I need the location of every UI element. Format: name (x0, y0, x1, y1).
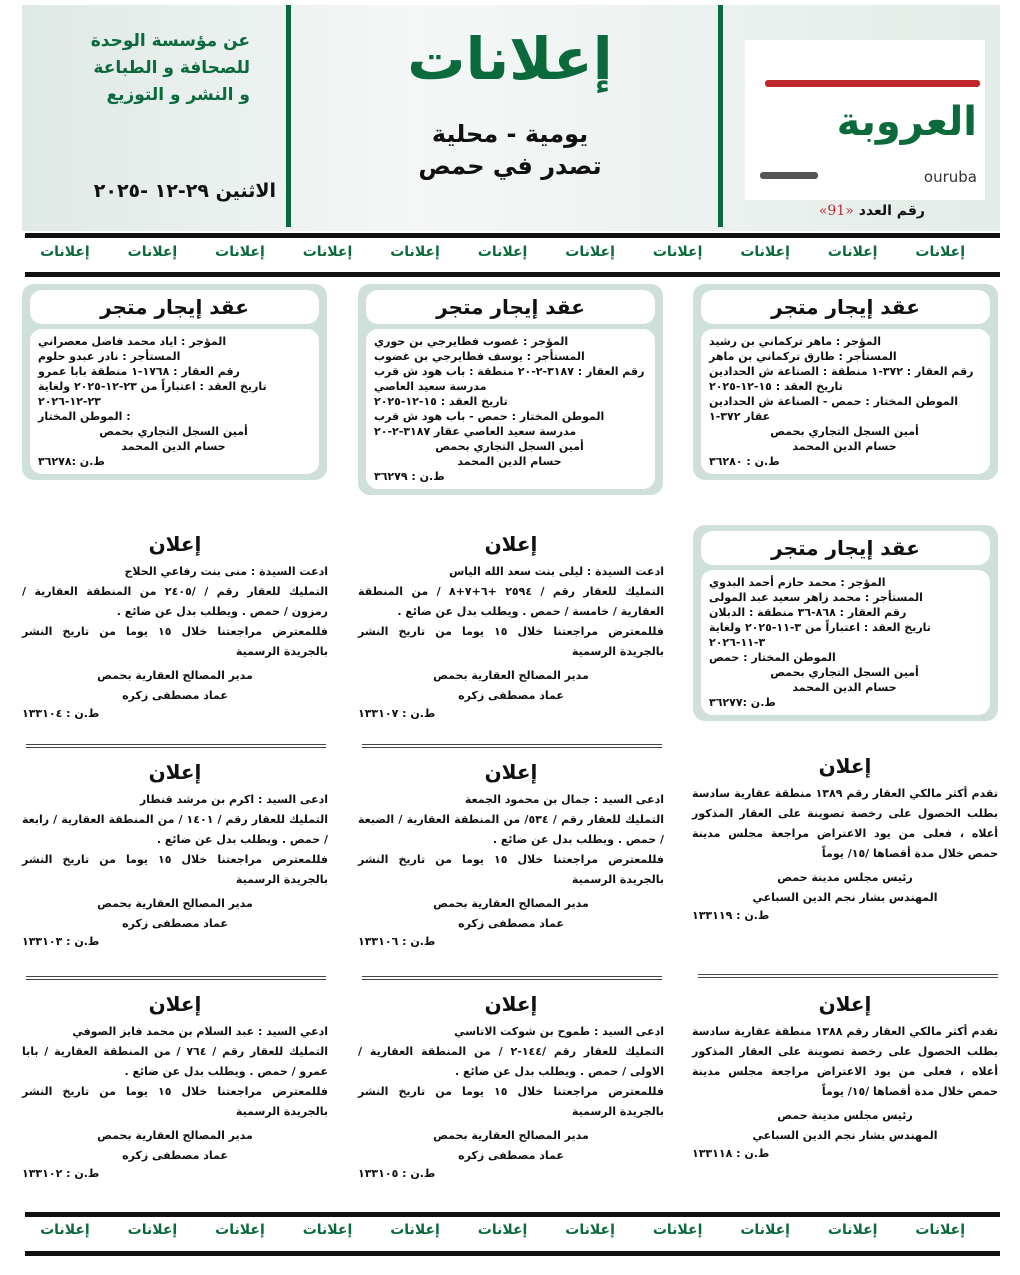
announcement-text: فللمعترض مراجعتنا خلال ١٥ يوما من تاريخ النشر بالجريدة الرسمية (22, 625, 329, 658)
reference-number: ط.ن : ١٣٣١٠٥ (358, 1167, 436, 1180)
divider (286, 5, 291, 227)
notice-line: رقم العقار : ٣٧٢-١ منطقة : الصناعة ش الحدادين (709, 365, 974, 378)
notice-line: الموطن المختار : حمص - الصناعة ش الحدادين عقار ٣٧٢-١ (709, 395, 959, 423)
announcement (692, 752, 998, 923)
announcement-text: فللمعترض مراجعتنا خلال ١٥ يوما من تاريخ النشر بالجريدة الرسمية (358, 625, 665, 658)
signature-line: مدير المصالح العقارية بحمص (433, 1129, 589, 1142)
subtitle-daily: يومية - محلية (431, 120, 589, 148)
logo-latin: ouruba (923, 168, 977, 186)
signature-line: أمين السجل التجاري بحمص (435, 440, 584, 453)
announcement-text: ادعى السيد : طموح بن شوكت الاتاسي (454, 1025, 664, 1038)
announcement-text: التمليك للعقار رقم /١٤٤-٢ / من المنطقة العقارية / الاولى / حمص . ويطلب بدل عن ضائع . (358, 1045, 664, 1078)
strip-label: إعلانات (390, 244, 440, 260)
announcement-text: ادعت السيدة : منى بنت رفاعي الحلاج (124, 565, 328, 578)
signature-line: مدير المصالح العقارية بحمص (97, 897, 253, 910)
signature-line: حسام الدين المحمد (121, 440, 226, 453)
announcement-title: إعلان (818, 754, 872, 778)
notice-body (366, 329, 655, 489)
notice-line: المؤجر : محمد حازم أحمد البدوي (709, 576, 886, 589)
strip-label: إعلانات (565, 244, 615, 260)
announcement-text: التمليك للعقار رقم / ٧٦٤ / من المنطقة العقارية / بابا عمرو / حمص . ويطلب بدل عن ضائع . (22, 1045, 328, 1078)
signature-line: المهندس بشار نجم الدين السباعي (752, 891, 938, 904)
announcement (22, 990, 328, 1181)
signature-line: عماد مصطفى زكره (122, 689, 228, 702)
reference-number: ط.ن : ١٣٣١١٨ (692, 1147, 770, 1160)
logo-text: العروبة (836, 99, 977, 145)
announcement (358, 758, 664, 949)
announcement-text: التمليك للعقار رقم / ٥٣٤/ من المنطقة العقارية / الضبعة / حمص . ويطلب بدل عن ضائع . (358, 813, 664, 846)
signature-line: أمين السجل التجاري بحمص (770, 425, 919, 438)
strip-label: إعلانات (302, 1222, 353, 1238)
strip-label: إعلانات (127, 244, 178, 260)
page-title: إعلانات (407, 25, 613, 93)
reference-number: ط.ن : ١٣٣١٠٢ (22, 1167, 100, 1180)
contract-notice (22, 284, 327, 480)
notice-title: عقد إيجار متجر (701, 531, 990, 565)
announcement-text: ادعى السيد : جمال بن محمود الجمعة (464, 793, 664, 806)
contract-notice (693, 284, 998, 480)
notice-line: رقم العقار : ١٧٦٨-١ منطقة بابا عمرو (38, 365, 240, 378)
strip-label: إعلانات (740, 1222, 790, 1238)
subtitle-city: تصدر في حمص (418, 152, 602, 180)
strip-label: إعلانات (915, 1222, 965, 1238)
newspaper-logo (745, 40, 985, 200)
notice-line: المستأجر : طارق تركماني بن ماهر (709, 350, 897, 363)
separator (26, 744, 326, 748)
announcement-text: فللمعترض مراجعتنا خلال ١٥ يوما من تاريخ النشر بالجريدة الرسمية (358, 1085, 665, 1118)
notice-line: المؤجر : ماهر تركماني بن رشيد (709, 335, 882, 348)
strip-label: إعلانات (302, 244, 353, 260)
reference-number: ط.ن :٣٦٢٧٨ (38, 455, 105, 468)
announcement-text: التمليك للعقار رقم / ٢٥٩٤ +٦+٧+٨ / من المنطقة العقارية / خامسة / حمص . ويطلب بدل عن ضائع . (358, 585, 664, 618)
announcement-text: تقدم أكثر مالكي العقار رقم ١٣٨٨ منطقة عقارية سادسة بطلب الحصول على رخصة تصوينة على العقار المذكور أعلاه ، فعلى من يود الاعتراض مراجعة مجلس مدينة حمص خلال مدة أقصاها /١٥/ يوماً (692, 1025, 998, 1098)
strip-label: إعلانات (40, 1222, 90, 1238)
notice-body (701, 570, 990, 715)
signature-line: عماد مصطفى زكره (122, 1149, 228, 1162)
reference-number: ط.ن : ٣٦٢٨٠ (709, 455, 780, 468)
notice-line: المستأجر : يوسف فطايرجي بن غضوب (374, 350, 585, 363)
notice-line: تاريخ العقد : ١٥-١٢-٢٠٢٥ (709, 380, 843, 393)
announcement (22, 758, 328, 949)
signature-line: عماد مصطفى زكره (122, 917, 228, 930)
signature-line: مدير المصالح العقارية بحمص (97, 669, 253, 682)
strip-label: إعلانات (565, 1222, 615, 1238)
issue-number (819, 203, 925, 219)
signature-line: حسام الدين المحمد (792, 440, 897, 453)
strip-label: إعلانات (915, 244, 965, 260)
announcement-text: فللمعترض مراجعتنا خلال ١٥ يوما من تاريخ النشر بالجريدة الرسمية (22, 853, 329, 886)
reference-number: ط.ن : ١٣٣١٠٤ (22, 707, 100, 720)
strip-label: إعلانات (215, 1222, 265, 1238)
notice-line: المستأجر : محمد زاهر سعيد عبد المولى (709, 591, 923, 604)
notice-line: رقم العقار : ٣١٨٧-٢-٢٠ منطقة : باب هود ش قرب مدرسة سعيد العاصي (374, 365, 645, 393)
issue-label: رقم العدد (858, 203, 925, 219)
announcement-text: التمليك للعقار رقم / ١٤٠١ / من المنطقة العقارية / رابعة / حمص . ويطلب بدل عن ضائع . (22, 813, 328, 846)
ads-strip-bottom (40, 1222, 965, 1242)
announcement (22, 530, 328, 721)
notice-line: المؤجر : اياد محمد فاضل معصراني (38, 335, 227, 348)
signature-line: مدير المصالح العقارية بحمص (97, 1129, 253, 1142)
signature-line: مدير المصالح العقارية بحمص (433, 669, 589, 682)
notice-line: الموطن المختار : (38, 410, 131, 423)
announcement-title: إعلان (148, 760, 202, 784)
announcement-title: إعلان (148, 992, 202, 1016)
rule (25, 272, 1000, 277)
issue-date: الاثنين ٢٩-١٢ -٢٠٢٥ (93, 180, 276, 202)
publisher-info (30, 28, 250, 109)
announcement-title: إعلان (484, 992, 538, 1016)
announcement-title: إعلان (148, 532, 202, 556)
separator (26, 976, 326, 980)
announcement-text: ادعى السيد : اكرم بن مرشد قنطار (139, 793, 328, 806)
signature-line: مدير المصالح العقارية بحمص (433, 897, 589, 910)
signature-line: رئيس مجلس مدينة حمص (777, 871, 913, 884)
signature-line: المهندس بشار نجم الدين السباعي (752, 1129, 938, 1142)
publisher-line: و النشر و التوزيع (106, 85, 250, 105)
strip-label: إعلانات (215, 244, 265, 260)
contract-notice (693, 525, 998, 721)
strip-label: إعلانات (652, 244, 703, 260)
announcement-text: التمليك للعقار رقم / /٢٤٠٥ من المنطقة العقارية / رمزون / حمص . ويطلب بدل عن ضائع . (22, 585, 329, 618)
reference-number: ط.ن : ١٣٣١٠٧ (358, 707, 436, 720)
signature-line: حسام الدين المحمد (457, 455, 562, 468)
announcement-title: إعلان (484, 760, 538, 784)
notice-body (30, 329, 319, 474)
announcement-text: فللمعترض مراجعتنا خلال ١٥ يوما من تاريخ النشر بالجريدة الرسمية (22, 1085, 329, 1118)
reference-number: ط.ن : ١٣٣١٠٦ (358, 935, 436, 948)
ads-strip-top (40, 244, 965, 264)
signature-line: أمين السجل التجاري بحمص (99, 425, 248, 438)
reference-number: ط.ن : ١٣٣١١٩ (692, 909, 770, 922)
announcement-text: ادعت السيدة : ليلى بنت سعد الله الياس (449, 565, 664, 578)
notice-line: تاريخ العقد : اعتباراً من ٣-١١-٢٠٢٥ ولغاية ٣-١١-٢٠٢٦ (709, 621, 931, 649)
notice-line: رقم العقار : ٨٦٨-٣٦ منطقة : الدبلان (709, 606, 907, 619)
separator (362, 976, 662, 980)
strip-label: إعلانات (827, 244, 878, 260)
reference-number: ط.ن : ٣٦٢٧٩ (374, 470, 445, 483)
announcement-title: إعلان (484, 532, 538, 556)
rule (25, 233, 1000, 238)
announcement (358, 530, 664, 721)
notice-line: تاريخ العقد : اعتباراً من ٢٣-١٢-٢٠٢٥ ولغاية ٢٣-١٢-٢٠٢٦ (38, 380, 267, 408)
strip-label: إعلانات (477, 1222, 528, 1238)
publisher-line: للصحافة و الطباعة (93, 58, 250, 78)
notice-title: عقد إيجار متجر (701, 290, 990, 324)
announcement-text: ادعي السيد : عبد السلام بن محمد فايز الصوفي (72, 1025, 328, 1038)
signature-line: عماد مصطفى زكره (458, 1149, 564, 1162)
reference-number: ط.ن : ١٣٣١٠٣ (22, 935, 100, 948)
notice-title: عقد إيجار متجر (366, 290, 655, 324)
notice-body (701, 329, 990, 474)
notice-title: عقد إيجار متجر (30, 290, 319, 324)
announcement-text: فللمعترض مراجعتنا خلال ١٥ يوما من تاريخ النشر بالجريدة الرسمية (358, 853, 665, 886)
announcement (358, 990, 664, 1181)
notice-line: المستأجر : نادر عبدو حلوم (38, 350, 181, 363)
contract-notice (358, 284, 663, 495)
announcement (692, 990, 998, 1161)
strip-label: إعلانات (652, 1222, 703, 1238)
signature-line: عماد مصطفى زكره (458, 917, 564, 930)
notice-line: المؤجر : غصوب فطايرجي بن حوري (374, 335, 569, 348)
reference-number: ط.ن :٣٦٢٧٧ (709, 696, 776, 709)
notice-line: الموطن المختار : حمص - باب هود ش قرب مدرسة سعيد العاصي عقار ٣١٨٧-٢-٢٠ (374, 410, 605, 438)
strip-label: إعلانات (827, 1222, 878, 1238)
announcement-text: تقدم أكثر مالكي العقار رقم ١٣٨٩ منطقة عقارية سادسة بطلب الحصول على رخصة تصوينة على العقار المذكور أعلاه ، فعلى من يود الاعتراض مراجعة مجلس مدينة حمص خلال مدة أقصاها /١٥/ يوماً (692, 787, 998, 860)
rule (25, 1251, 1000, 1256)
signature-line: رئيس مجلس مدينة حمص (777, 1109, 913, 1122)
strip-label: إعلانات (477, 244, 528, 260)
issue-value: «91» (818, 203, 854, 219)
signature-line: أمين السجل التجاري بحمص (770, 666, 919, 679)
notice-line: تاريخ العقد : ١٥-١٢-٢٠٢٥ (374, 395, 508, 408)
strip-label: إعلانات (390, 1222, 440, 1238)
separator (698, 974, 998, 978)
signature-line: حسام الدين المحمد (792, 681, 897, 694)
strip-label: إعلانات (40, 244, 90, 260)
strip-label: إعلانات (127, 1222, 178, 1238)
signature-line: عماد مصطفى زكره (458, 689, 564, 702)
announcement-title: إعلان (818, 992, 872, 1016)
notice-line: الموطن المختار : حمص (709, 651, 836, 664)
publisher-line: عن مؤسسة الوحدة (90, 31, 250, 51)
rule (25, 1212, 1000, 1217)
separator (362, 744, 662, 748)
strip-label: إعلانات (740, 244, 790, 260)
